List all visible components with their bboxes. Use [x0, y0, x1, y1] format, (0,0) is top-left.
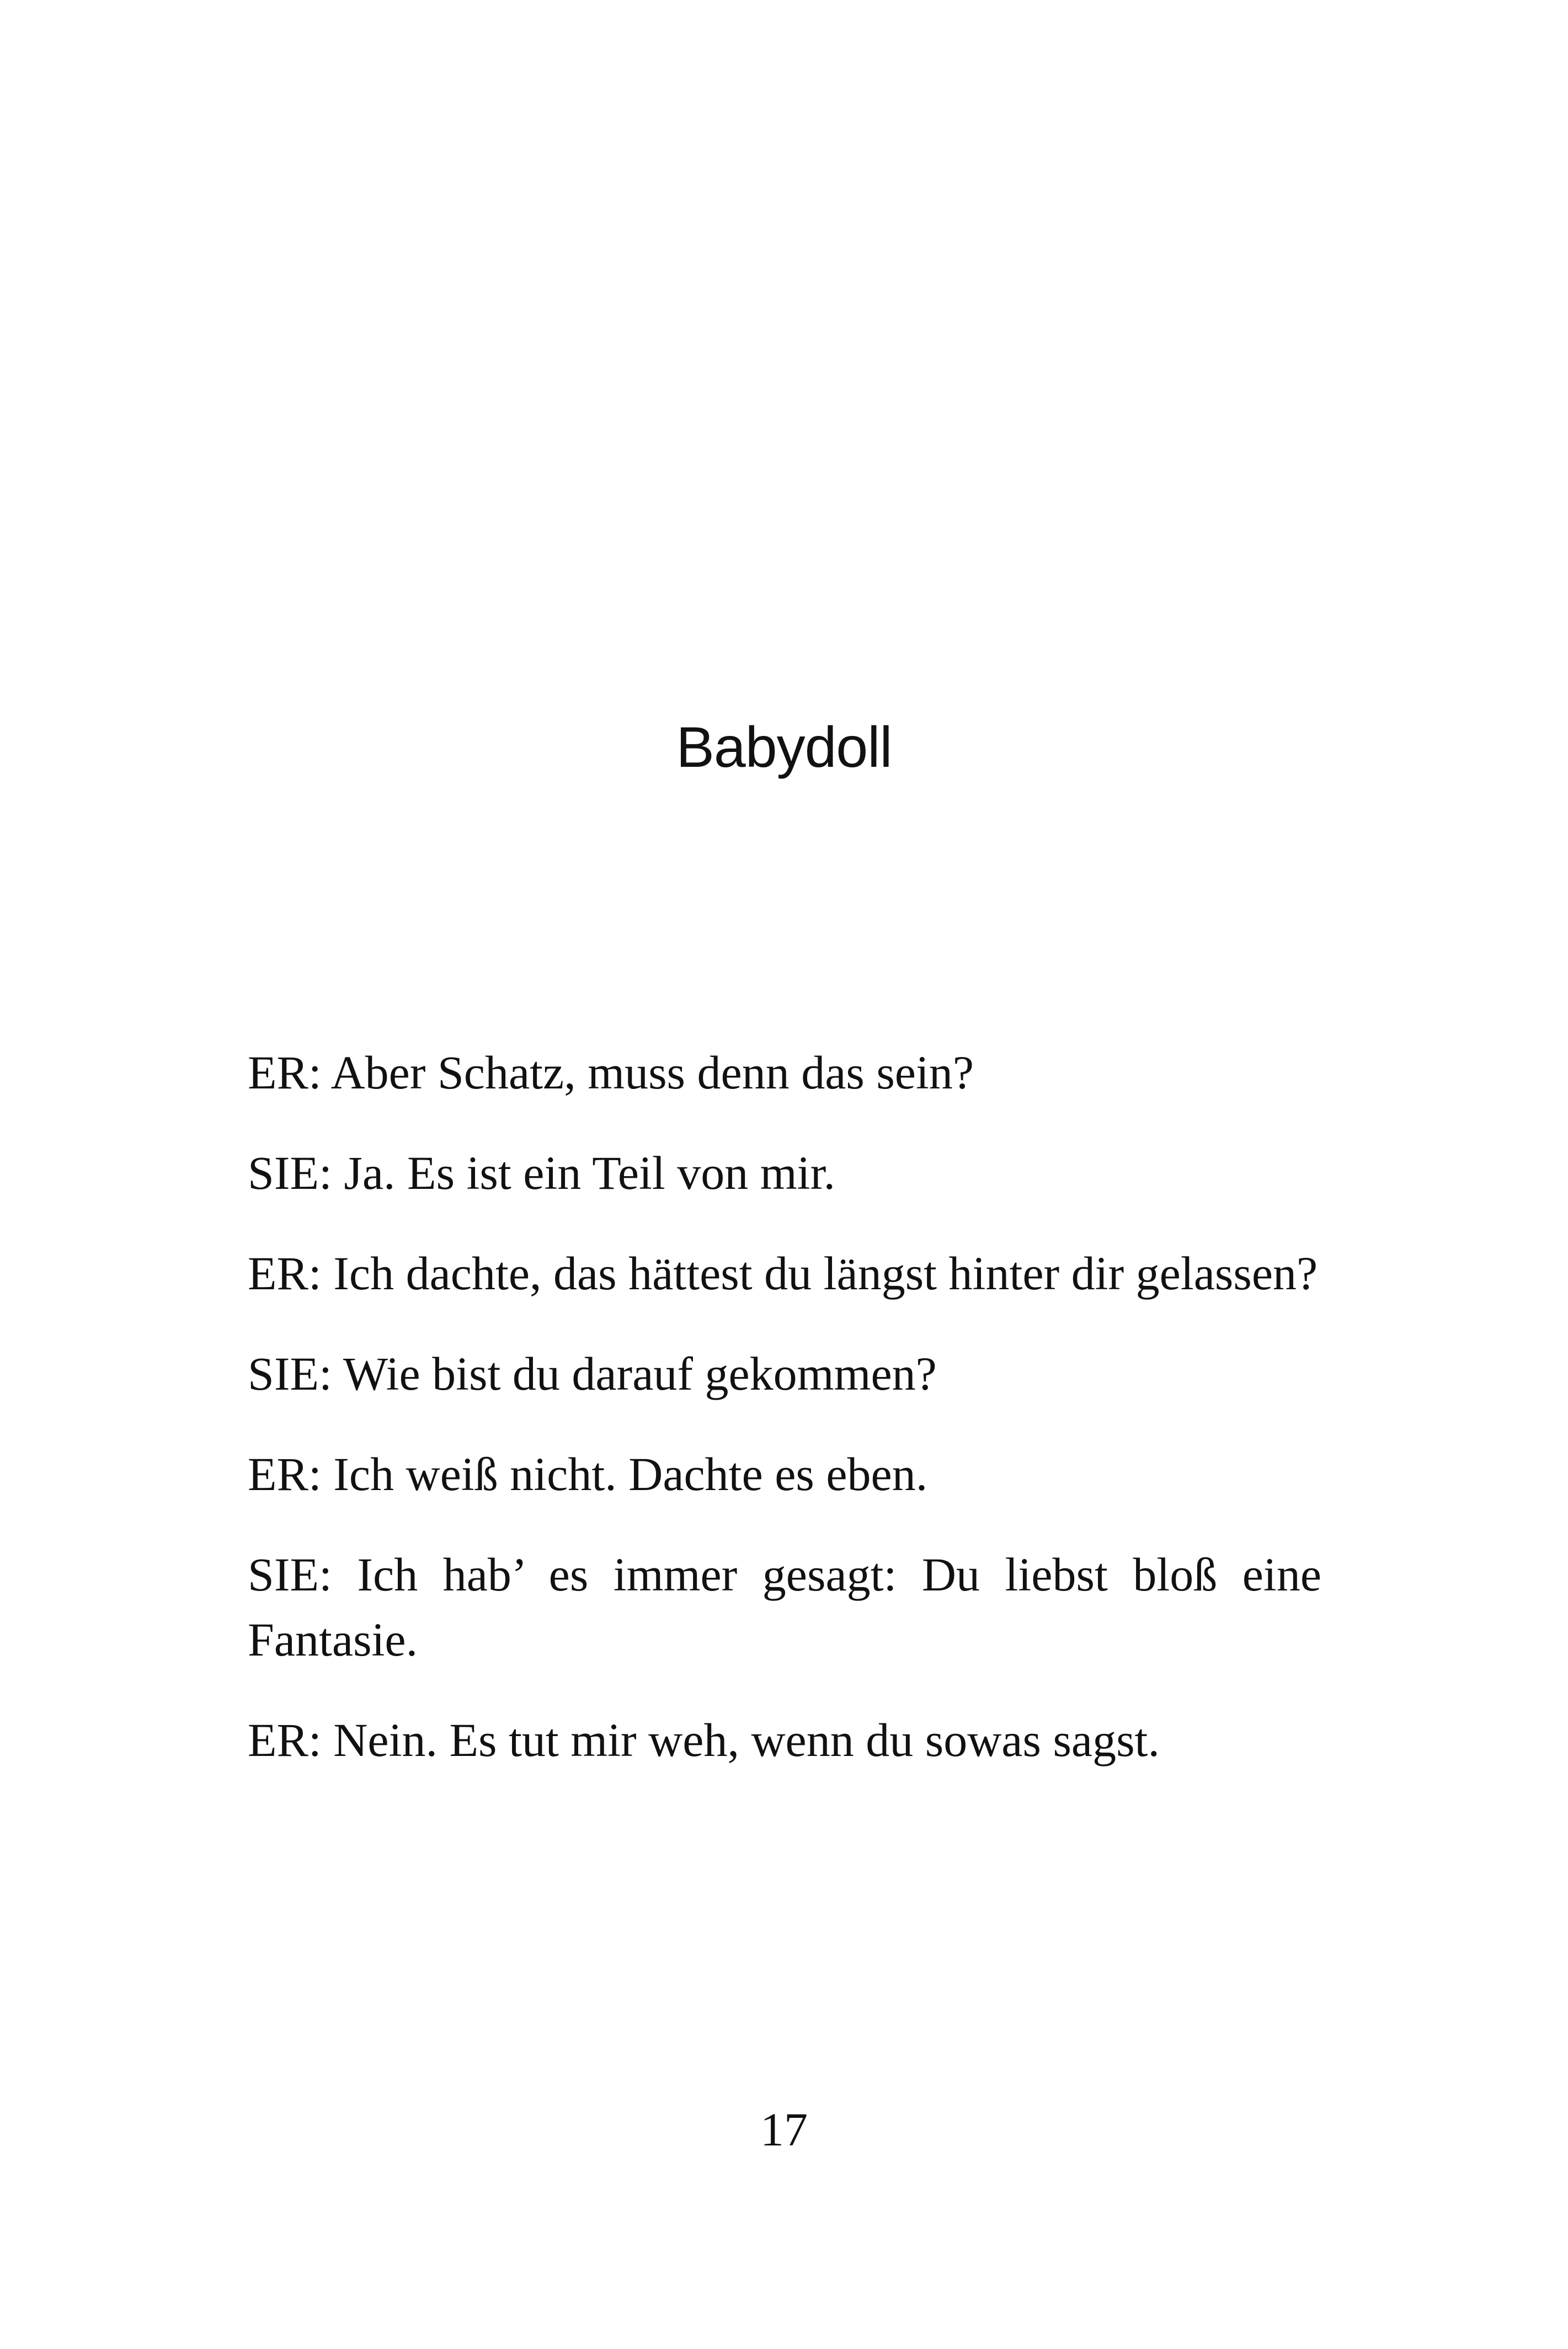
- page-title: Babydoll: [676, 716, 892, 780]
- dialogue-line: ER: Nein. Es tut mir weh, wenn du sowas sagst.: [248, 1713, 1160, 1766]
- dialogue-line: ER: Ich weiß nicht. Dachte es eben.: [248, 1448, 928, 1501]
- dialogue-line: SIE: Ja. Es ist ein Teil von mir.: [248, 1146, 835, 1199]
- dialogue-line: ER: Ich dachte, das hättest du längst hinter dir gelassen?: [248, 1247, 1318, 1300]
- dialogue-line: SIE: Ich hab’ es immer gesagt: Du liebst bloß eine Fantasie.: [248, 1548, 1321, 1666]
- dialogue-line: ER: Aber Schatz, muss denn das sein?: [248, 1046, 974, 1099]
- dialogue: [248, 1040, 1321, 1808]
- dialogue-line: SIE: Wie bist du darauf gekommen?: [248, 1347, 937, 1400]
- page-number: 17: [760, 2103, 808, 2156]
